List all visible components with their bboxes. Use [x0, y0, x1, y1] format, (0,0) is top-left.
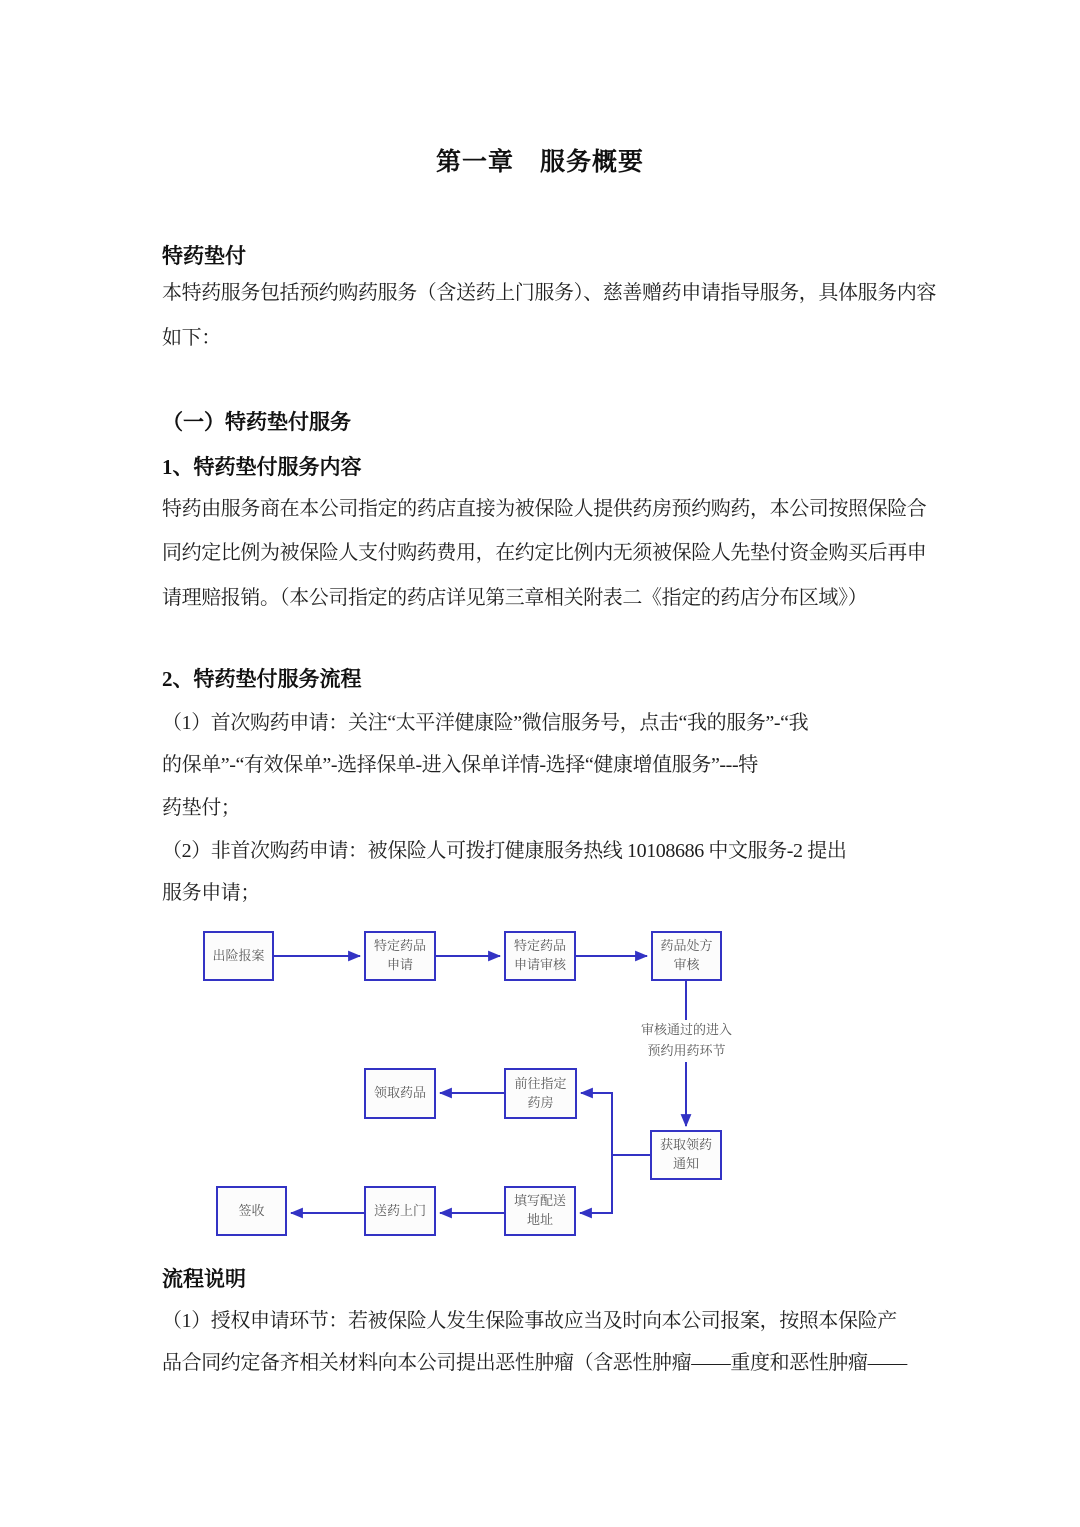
flow-node-sign: 签收	[216, 1186, 287, 1236]
intro-heading: 特药垫付	[162, 244, 246, 268]
flow-node-delivery: 送药上门	[364, 1186, 436, 1236]
chapter-title: 第一章 服务概要	[435, 148, 644, 176]
sub2-line: 药垫付；	[162, 797, 241, 819]
intro-line: 本特药服务包括预约购药服务（含送药上门服务）、慈善赠药申请指导服务，具体服务内容	[162, 282, 936, 304]
process-note-heading: 流程说明	[162, 1267, 246, 1291]
flow-branch-label-line: 审核通过的进入	[640, 1022, 732, 1037]
intro-line: 如下：	[162, 327, 221, 349]
flow-node-notice: 获取领药通知	[650, 1130, 722, 1180]
sub1-line: 请理赔报销。（本公司指定的药店详见第三章相关附表二《指定的药店分布区域》）	[162, 587, 868, 609]
sub2-line: （1）首次购药申请：关注“太平洋健康险”微信服务号，点击“我的服务”-“我	[162, 712, 809, 734]
section1-heading: （一）特药垫付服务	[162, 410, 351, 434]
flow-node-pickup: 领取药品	[364, 1068, 436, 1119]
flow-node-apply-review: 特定药品申请审核	[504, 931, 576, 981]
flow-branch-label-line: 预约用药环节	[647, 1042, 726, 1058]
section1-sub1-heading: 1、特药垫付服务内容	[162, 455, 362, 479]
sub2-line: 的保单”-“有效保单”-选择保单-进入保单详情-选择“健康增值服务”---特	[162, 754, 758, 776]
flow-node-address: 填写配送地址	[504, 1186, 576, 1236]
flow-branch-label	[630, 1020, 743, 1062]
flow-node-prescription-review: 药品处方审核	[651, 931, 722, 981]
process-note-line: 品合同约定备齐相关材料向本公司提出恶性肿瘤（含恶性肿瘤——重度和恶性肿瘤——	[162, 1352, 907, 1374]
sub1-line: 特药由服务商在本公司指定的药店直接为被保险人提供药房预约购药，本公司按照保险合	[162, 498, 927, 520]
flow-node-pharmacy: 前往指定药房	[504, 1068, 577, 1119]
section1-sub2-heading: 2、特药垫付服务流程	[162, 667, 362, 691]
sub2-line: （2）非首次购药申请：被保险人可拨打健康服务热线 10108686 中文服务-2 提出	[162, 840, 847, 862]
flow-node-report: 出险报案	[203, 931, 274, 981]
sub1-line: 同约定比例为被保险人支付购药费用，在约定比例内无须被保险人先垫付资金购买后再申	[162, 542, 927, 564]
sub2-line: 服务申请；	[162, 882, 260, 904]
process-note-line: （1）授权申请环节：若被保险人发生保险事故应当及时向本公司报案，按照本保险产	[162, 1310, 897, 1332]
flow-node-apply: 特定药品申请	[364, 931, 436, 981]
